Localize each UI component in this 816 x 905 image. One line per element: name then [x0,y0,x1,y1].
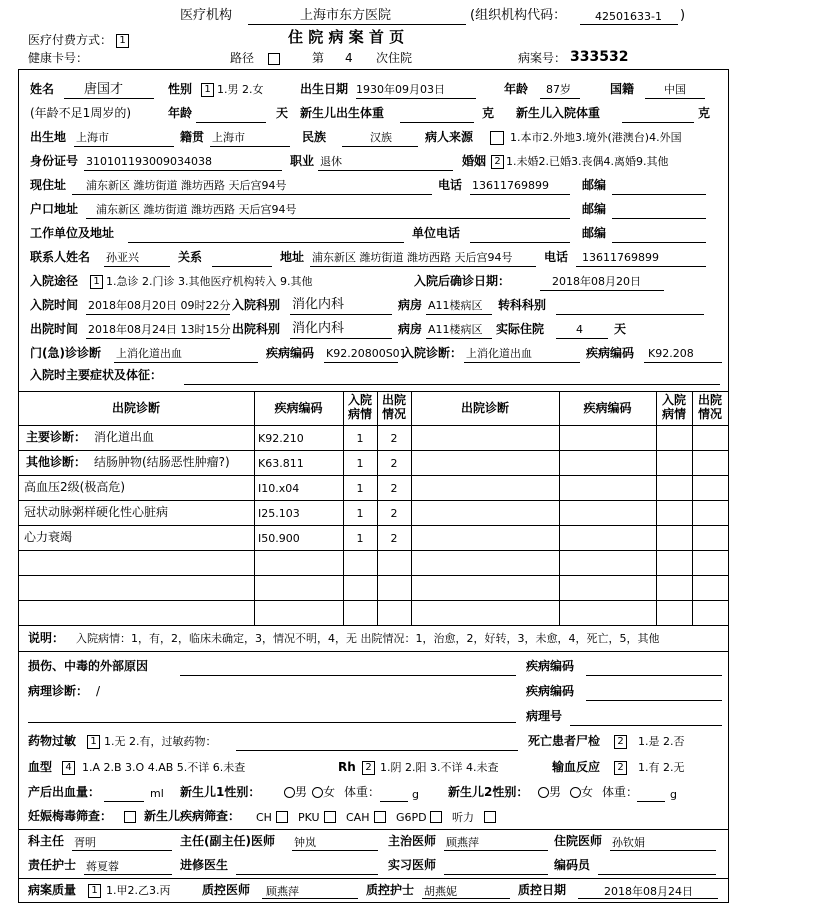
admit-dept-underline [290,314,392,315]
opd-dx-underline [114,362,258,363]
newborn-weight-underline [400,122,474,123]
nurse: 蒋夏蓉 [86,860,119,873]
th-admit-condition-2: 入院病情 [661,393,686,421]
dx-in-4: 1 [356,507,364,520]
allergy-options: 1.无 2.有，过敏药物： [104,735,217,748]
newborn2-male-radio[interactable] [538,787,549,798]
screen-cah-label: CAH [346,811,370,824]
pathology-no-underline [570,725,722,726]
injury-underline [180,675,516,676]
work-phone-underline [470,242,570,243]
visit-prefix: 第 [312,51,325,65]
infant-note: (年龄不足1周岁的) [30,106,131,120]
work-label: 工作单位及地址 [30,226,115,240]
admit-time-label: 入院时间 [30,298,79,312]
native-place: 上海市 [212,131,245,144]
job: 退休 [320,155,342,168]
quality-options: 1.甲2.乙3.丙 [106,884,171,897]
stay-label: 实际住院 [496,322,545,336]
nurse-underline [84,874,172,875]
id-number: 310101193009034038 [86,155,212,168]
nationality: 中国 [664,83,686,96]
admit-dx: 上消化道出血 [466,347,532,360]
org-code-label: (组织机构代码： [470,8,567,23]
newborn1-sex-label: 新生儿1性别： [180,785,261,799]
screen-hearing-checkbox[interactable] [484,811,496,823]
dx-in-2: 1 [356,457,364,470]
injury-code-label: 疾病编码 [526,659,575,673]
birthplace: 上海市 [76,131,109,144]
pph-unit: ml [150,787,164,800]
payment-value-box[interactable]: 1 [116,34,129,48]
autopsy-label: 死亡患者尸检 [528,734,601,748]
director: 胥明 [74,836,96,849]
source-options: 1.本市2.外地3.境外(港澳台)4.外国 [510,131,682,144]
newborn-admit-weight-unit: 克 [698,106,711,120]
contact-address-label: 地址 [280,250,305,264]
screen-ch-label: CH [256,811,272,824]
contact-address: 浦东新区 潍坊街道 潍坊西路 天后宫94号 [312,251,513,264]
job-label: 职业 [290,154,315,168]
opd-dx: 上消化道出血 [116,347,182,360]
work-zip-underline [612,242,706,243]
payment-label: 医疗付费方式： [28,33,113,47]
contact-phone-underline [576,266,706,267]
admit-time: 2018年08月20日 09时22分 [88,299,231,312]
discharge-time: 2018年08月24日 13时15分 [88,323,231,336]
chief: 钟岚 [294,836,316,849]
screen-ch-checkbox[interactable] [276,811,288,823]
admit-dx-underline [464,362,580,363]
page-title: 住 院 病 案 首 页 [288,28,405,46]
advanced-label: 进修医生 [180,858,229,872]
pathology-code-label: 疾病编码 [526,684,575,698]
stay-underline [556,338,608,339]
screen-g6pd-checkbox[interactable] [430,811,442,823]
dob-label: 出生日期 [300,82,349,96]
relation-underline [212,266,272,267]
advanced-underline [236,874,378,875]
newborn1-weight-label: 体重： [344,785,381,799]
newborn1-female-radio[interactable] [312,787,323,798]
coder-label: 编码员 [554,858,591,872]
qc-doctor: 顾燕萍 [266,885,299,898]
th-disease-code-2: 疾病编码 [583,401,632,415]
marriage-options: 1.未婚2.已婚3.丧偶4.离婚9.其他 [506,155,669,168]
discharge-ward-underline [426,338,492,339]
th-admit-condition: 入院病情 [347,393,372,421]
phone-label: 电话 [438,178,463,192]
contact-phone: 13611769899 [582,251,659,264]
staff-divider [18,829,728,830]
admit-dept: 消化内科 [292,297,345,312]
screen-hearing-label: 听力 [452,811,474,824]
marriage-label: 婚姻 [462,154,487,168]
dx-in-5: 1 [356,532,364,545]
infant-age-underline [196,122,266,123]
zip-label: 邮编 [582,178,607,192]
blood-type-options: 1.A 2.B 3.O 4.AB 5.不详 6.未查 [82,761,246,774]
intern-underline [444,874,548,875]
quality-divider [18,878,728,879]
rh-options: 1.阴 2.阳 3.不详 4.未查 [380,761,499,774]
stay-days: 4 [576,323,583,336]
newborn-admit-weight-underline [622,122,694,123]
confirm-date-label: 入院后确诊日期： [414,274,511,288]
id-label: 身份证号 [30,154,79,168]
coder-underline [598,874,716,875]
qc-date: 2018年08月24日 [604,885,693,898]
contact-label: 联系人姓名 [30,250,91,264]
newborn-admit-weight-label: 新生儿入院体重 [516,106,601,120]
pph-label: 产后出血量： [28,785,101,799]
symptom-label: 入院时主要症状及体征： [30,368,163,382]
path-checkbox[interactable] [268,53,280,65]
rh-value-box[interactable]: 2 [362,761,375,775]
syphilis-checkbox[interactable] [124,811,136,823]
admit-ward-underline [426,314,492,315]
admit-code-underline [644,362,722,363]
contact-name: 孙亚兴 [106,251,139,264]
notes-label: 说明： [28,631,65,645]
phone: 13611769899 [472,179,549,192]
newborn1-female-label: 女 [323,785,336,799]
qc-doctor-label: 质控医师 [202,883,251,897]
sex-options: 1.男 2.女 [217,83,264,96]
chief-label: 主任(副主任)医师 [180,834,275,848]
allergy-label: 药物过敏 [28,734,77,748]
route-label: 入院途径 [30,274,79,288]
nationality-underline [645,98,705,99]
address-label: 现住址 [30,178,67,192]
ethnic-underline [342,146,418,147]
job-underline [318,170,453,171]
quality-label: 病案质量 [28,883,77,897]
path-label: 路径 [230,51,255,65]
screen-pku-checkbox[interactable] [324,811,336,823]
newborn2-male-label: 男 [549,785,562,799]
newborn-screen-label: 新生儿疾病筛查： [144,809,241,823]
attending-underline [444,850,548,851]
attending-label: 主治医师 [388,834,437,848]
dx-code-1: K92.210 [258,432,304,445]
symptom-underline [184,384,720,385]
nurse-label: 责任护士 [28,858,77,872]
resident-label: 住院医师 [554,834,603,848]
hukou-underline [86,218,570,219]
screen-cah-checkbox[interactable] [374,811,386,823]
th-discharge-dx: 出院诊断 [111,401,160,415]
rh-label: Rh [338,760,356,774]
age: 87岁 [546,83,571,96]
case-number: 333532 [570,49,629,65]
admit-code-label: 疾病编码 [586,346,635,360]
source-label: 病人来源 [425,130,474,144]
hukou-zip-label: 邮编 [582,202,607,216]
pathology-no-label: 病理号 [526,709,563,723]
dx-out-4: 2 [390,507,398,520]
dob-underline [356,98,476,99]
zip-underline [612,194,706,195]
th-disease-code: 疾病编码 [274,401,323,415]
native-underline [210,146,290,147]
birthplace-label: 出生地 [30,130,67,144]
allergy-value-box[interactable]: 1 [87,735,100,749]
id-underline [84,170,282,171]
pph-underline [104,801,144,802]
chief-underline [292,850,378,851]
dx-out-1: 2 [390,432,398,445]
visit-count: 4 [345,51,353,65]
hukou-label: 户口地址 [30,202,79,216]
transfer-label: 转科科别 [498,298,547,312]
autopsy-options: 1.是 2.否 [638,735,685,748]
newborn2-weight-label: 体重： [602,785,639,799]
discharge-dept: 消化内科 [292,321,345,336]
source-checkbox[interactable] [490,131,504,145]
admit-time-underline [86,314,230,315]
opd-code: K92.20800S01 [326,347,407,360]
discharge-dept-label: 出院科别 [232,322,281,336]
newborn2-female-label: 女 [581,785,594,799]
admit-dept-label: 入院科别 [232,298,281,312]
quality-value-box[interactable]: 1 [88,884,101,898]
screen-g6pd-label: G6PD [396,811,427,824]
dx-in-1: 1 [356,432,364,445]
blood-type-value-box[interactable]: 4 [62,761,75,775]
dx-row-2: 结肠肿物(结肠恶性肿瘤?) [94,455,230,469]
hukou-zip-underline [612,218,706,219]
pathology-dx: / [96,684,101,698]
newborn2-female-radio[interactable] [570,787,581,798]
dx-out-2: 2 [390,457,398,470]
route-value-box[interactable]: 1 [90,275,103,289]
allergy-underline [236,750,518,751]
discharge-dept-underline [290,338,392,339]
qc-nurse-label: 质控护士 [366,883,415,897]
dx-out-5: 2 [390,532,398,545]
org-name: 上海市东方医院 [300,8,392,23]
confirm-date: 2018年08月20日 [552,275,641,288]
injury-label: 损伤、中毒的外部原因 [28,659,149,673]
marriage-value-box[interactable]: 2 [491,155,504,169]
th-discharge-status-2: 出院情况 [697,393,722,421]
age-label: 年龄 [504,82,529,96]
intern-label: 实习医师 [388,858,437,872]
injury-code-underline [586,675,722,676]
discharge-time-label: 出院时间 [30,322,79,336]
dx-in-3: 1 [356,482,364,495]
address: 浦东新区 潍坊街道 潍坊西路 天后宫94号 [86,179,287,192]
org-label: 医疗机构 [180,8,233,23]
org-code: 42501633-1 [595,10,662,23]
th-discharge-status: 出院情况 [381,393,406,421]
name-label: 姓名 [30,82,55,96]
age-underline [540,98,580,99]
sex-label: 性别 [168,82,193,96]
dx-row-1: 消化道出血 [94,430,155,444]
resident-underline [610,850,716,851]
pathology-code-underline [586,700,722,701]
th-discharge-dx-2: 出院诊断 [460,401,509,415]
main-dx-prefix: 主要诊断： [26,430,87,444]
transfusion-value-box[interactable]: 2 [614,761,627,775]
newborn1-male-radio[interactable] [284,787,295,798]
syphilis-label: 妊娠梅毒筛查： [28,809,113,823]
admit-ward-label: 病房 [398,298,423,312]
work-phone-label: 单位电话 [412,226,461,240]
confirm-date-underline [540,290,664,291]
health-card-label: 健康卡号： [28,51,89,65]
sex-value-box[interactable]: 1 [201,83,214,97]
org-code-underline [580,24,678,25]
newborn1-weight-underline [380,801,408,802]
contact-underline [104,266,170,267]
infant-day-unit: 天 [276,106,289,120]
opd-dx-label: 门(急)诊诊断 [30,346,101,360]
ethnic: 汉族 [370,131,392,144]
newborn-weight-unit: 克 [482,106,495,120]
nationality-label: 国籍 [610,82,635,96]
visit-suffix: 次住院 [376,51,413,65]
qc-date-label: 质控日期 [518,883,567,897]
transfusion-label: 输血反应 [552,760,601,774]
newborn2-sex-label: 新生儿2性别： [448,785,529,799]
attending: 顾燕萍 [446,836,479,849]
contact-address-underline [310,266,536,267]
work-underline [128,242,404,243]
dob: 1930年09月03日 [356,83,445,96]
dx-out-3: 2 [390,482,398,495]
discharge-time-underline [86,338,230,339]
blood-type-label: 血型 [28,760,53,774]
notes-divider [18,651,728,652]
admit-ward: A11楼病区 [428,299,483,312]
newborn-weight-label: 新生儿出生体重 [300,106,385,120]
hukou-address: 浦东新区 潍坊街道 潍坊西路 天后宫94号 [96,203,297,216]
ethnic-label: 民族 [302,130,327,144]
dx-row-5: 心力衰竭 [24,530,73,544]
contact-phone-label: 电话 [544,250,569,264]
phone-underline [470,194,570,195]
screen-pku-label: PKU [298,811,320,824]
case-number-label: 病案号： [518,51,567,65]
discharge-ward: A11楼病区 [428,323,483,336]
qc-nurse: 胡燕妮 [424,885,457,898]
dx-row-4: 冠状动脉粥样硬化性心脏病 [24,505,169,519]
qc-nurse-underline [422,898,510,899]
newborn2-weight-unit: g [670,788,677,801]
admit-dx-label: 入院诊断： [402,346,463,360]
pathology-dx-underline [28,722,516,723]
newborn2-weight-underline [637,801,665,802]
newborn1-male-label: 男 [295,785,308,799]
native-label: 籍贯 [180,130,205,144]
patient-name: 唐国才 [84,82,124,97]
dx-code-3: I10.x04 [258,482,300,495]
transfusion-options: 1.有 2.无 [638,761,685,774]
name-underline [64,98,154,99]
resident: 孙钦娟 [612,836,645,849]
stay-unit: 天 [614,322,627,336]
birthplace-underline [74,146,174,147]
address-underline [72,194,432,195]
dx-code-2: K63.811 [258,457,304,470]
qc-date-underline [578,898,718,899]
qc-doctor-underline [262,898,358,899]
dx-row-3: 高血压2级(极高危) [24,480,125,494]
org-code-close: ) [680,8,686,23]
newborn1-weight-unit: g [412,788,419,801]
infant-age-label: 年龄 [168,106,193,120]
admit-code: K92.208 [648,347,694,360]
pathology-dx-label: 病理诊断： [28,684,89,698]
work-zip-label: 邮编 [582,226,607,240]
relation-label: 关系 [178,250,203,264]
route-options: 1.急诊 2.门诊 3.其他医疗机构转入 9.其他 [106,275,313,288]
other-dx-prefix: 其他诊断： [26,455,87,469]
transfer-underline [556,314,704,315]
autopsy-value-box[interactable]: 2 [614,735,627,749]
dx-code-4: I25.103 [258,507,300,520]
opd-code-label: 疾病编码 [266,346,315,360]
opd-code-underline [324,362,398,363]
director-label: 科主任 [28,834,65,848]
notes-text: 入院病情：1，有，2，临床未确定，3，情况不明，4，无 出院情况：1，治愈，2，好转，3，未愈，4，死亡，5，其他 [76,632,660,645]
discharge-ward-label: 病房 [398,322,423,336]
director-underline [72,850,172,851]
dx-code-5: I50.900 [258,532,300,545]
org-underline [248,24,466,25]
